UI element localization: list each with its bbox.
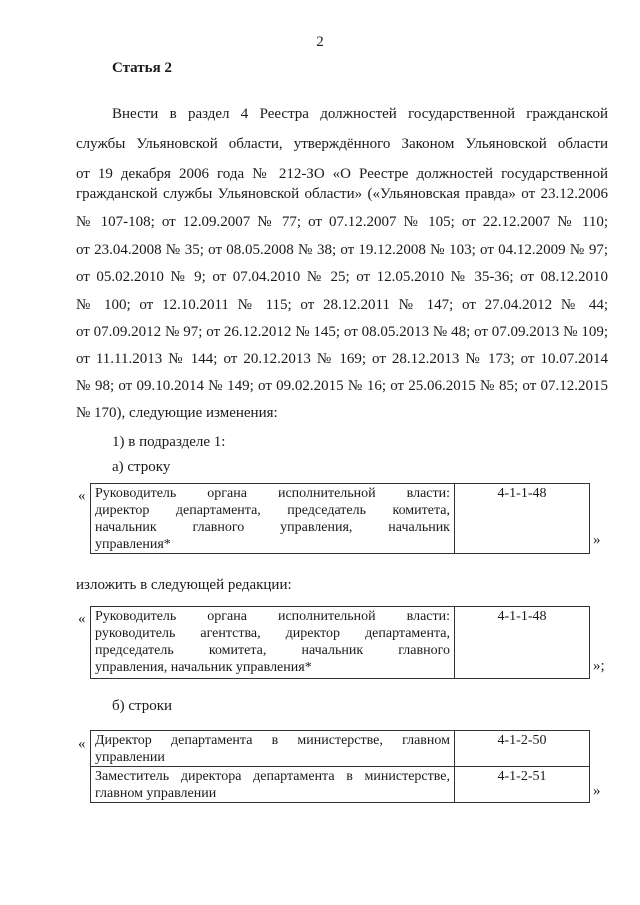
position-cell <box>91 767 455 803</box>
intro-line: Внести в раздел 4 Реестра должностей государственной гражданской <box>112 106 608 122</box>
item-b: б) строки <box>112 698 173 714</box>
close-quote: » <box>593 532 601 548</box>
position-line: начальник главного управления, начальник <box>95 520 450 535</box>
intro-line: службы Ульяновской области, утверждённого Законом Ульяновской области <box>76 136 608 152</box>
position-cell <box>91 731 455 767</box>
intro-line: от 11.11.2013 № 144; от 20.12.2013 № 169; от 28.12.2013 № 173; от 10.07.2014 <box>76 351 608 367</box>
position-code: 4-1-2-51 <box>455 767 590 803</box>
close-quote: » <box>593 783 601 799</box>
intro-line: № 107-108; от 12.09.2007 № 77; от 07.12.2007 № 105; от 22.12.2007 № 110; <box>76 214 608 230</box>
position-line: Директор департамента в министерстве, главном <box>95 733 450 748</box>
intro-line: № 98; от 09.10.2014 № 149; от 09.02.2015 № 16; от 25.06.2015 № 85; от 07.12.2015 <box>76 378 608 394</box>
item-1: 1) в подразделе 1: <box>112 434 226 450</box>
position-line: главном управлении <box>95 786 217 801</box>
position-table-old <box>90 483 590 554</box>
article-heading: Статья 2 <box>112 60 172 76</box>
position-line: Руководитель органа исполнительной власти: <box>95 486 450 501</box>
intro-line: от 05.02.2010 № 9; от 07.04.2010 № 25; от 12.05.2010 № 35-36; от 08.12.2010 <box>76 269 608 285</box>
position-code: 4-1-2-50 <box>455 731 590 767</box>
table-row <box>91 731 590 767</box>
position-line: Заместитель директора департамента в министерстве, <box>95 769 450 784</box>
open-quote: « <box>78 611 86 627</box>
position-cell <box>91 484 455 554</box>
page-number: 2 <box>316 34 324 50</box>
position-line: председатель комитета, начальник главного <box>95 643 450 658</box>
table-row <box>91 484 590 554</box>
restate-text: изложить в следующей редакции: <box>76 577 292 593</box>
position-code: 4-1-1-48 <box>455 607 590 679</box>
position-line: директор департамента, председатель комитета, <box>95 503 450 518</box>
position-table-new <box>90 606 590 679</box>
position-line: руководитель агентства, директор департамента, <box>95 626 450 641</box>
open-quote: « <box>78 488 86 504</box>
table-row <box>91 767 590 803</box>
open-quote: « <box>78 736 86 752</box>
position-table-rows <box>90 730 590 803</box>
intro-line: гражданской службы Ульяновской области» («Ульяновская правда» от 23.12.2006 <box>76 186 608 202</box>
table-row <box>91 607 590 679</box>
position-line: Руководитель органа исполнительной власти: <box>95 609 450 624</box>
position-code: 4-1-1-48 <box>455 484 590 554</box>
intro-line: № 170), следующие изменения: <box>76 405 278 421</box>
position-line: управления* <box>95 537 171 552</box>
intro-line: № 100; от 12.10.2011 № 115; от 28.12.2011 № 147; от 27.04.2012 № 44; <box>76 297 608 313</box>
position-line: управления, начальник управления* <box>95 660 312 675</box>
intro-line: от 07.09.2012 № 97; от 26.12.2012 № 145; от 08.05.2013 № 48; от 07.09.2013 № 109; <box>76 324 608 340</box>
intro-line: от 19 декабря 2006 года № 212-ЗО «О Реестре должностей государственной <box>76 166 608 182</box>
intro-line: от 23.04.2008 № 35; от 08.05.2008 № 38; от 19.12.2008 № 103; от 04.12.2009 № 97; <box>76 242 608 258</box>
item-a: а) строку <box>112 459 171 475</box>
position-line: управлении <box>95 750 165 765</box>
position-cell <box>91 607 455 679</box>
close-quote-semicolon: »; <box>593 658 605 674</box>
